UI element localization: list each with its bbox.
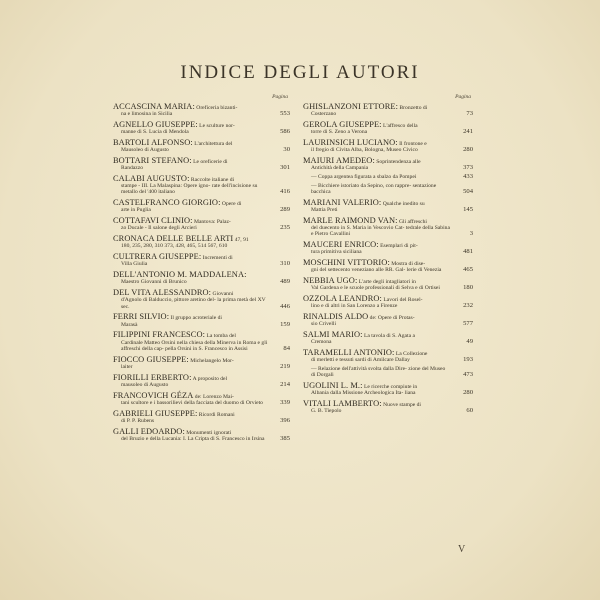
page-number: 84 <box>283 344 290 352</box>
entry-title-start: Nuove stampe di <box>381 402 421 408</box>
author-name: FILIPPINI FRANCESCO: <box>113 330 206 340</box>
entry-title-cont: lino e di altri in San Lorenzo a Firenze <box>311 303 398 310</box>
index-entry <box>113 252 290 267</box>
entry-head <box>113 198 290 207</box>
entry-head <box>303 258 473 267</box>
entry-head <box>113 373 290 382</box>
entry-head <box>113 234 290 243</box>
entry-title-cont: 180, 235, 280, 310 373, 428, 465, 514 567, 610 <box>121 243 228 250</box>
author-name: FERRI SILVIO: <box>113 312 170 322</box>
index-entry <box>113 373 290 388</box>
page-number: 553 <box>280 110 290 118</box>
entry-head <box>303 330 473 339</box>
pagina-label-right: Pagina <box>455 94 471 100</box>
entry-title-start: La tavola di S. Agata a <box>362 333 415 339</box>
page-number: 373 <box>463 164 473 172</box>
author-name: AGNELLO GIUSEPPE: <box>113 120 198 129</box>
index-subentry <box>303 183 473 195</box>
entry-head <box>113 270 290 279</box>
author-name: GEROLA GIUSEPPE: <box>303 120 382 129</box>
entry-title-start: Le sculture nor- <box>197 123 235 129</box>
entry-title-cont: del Bruzio e della Lucania: I. La Cripta di S. Francesco in Irsina <box>121 435 265 442</box>
entry-title-start: L'architettura del <box>192 141 233 147</box>
entry-title-cont: il fregio di Civita Alba, Bologna, Museo Civico <box>311 147 418 154</box>
subentry-text: — Relazione dell'attività svolta dalla Dire- zione del Museo di Dorgali <box>311 366 446 379</box>
entry-title-start: Incrementi di <box>201 255 233 262</box>
entry-title-start: Lavori del Rosel- <box>381 297 423 303</box>
entry-title-start: Mantova: Palaz- <box>192 219 231 226</box>
page-number: 289 <box>280 206 290 214</box>
index-entry <box>113 174 290 196</box>
entry-title-start: Monumenti ignorati <box>184 429 232 436</box>
entry-title-start: Esemplari di pit- <box>378 243 418 249</box>
author-name: MOSCHINI VITTORIO: <box>303 258 390 267</box>
entry-head <box>303 120 473 129</box>
entry-title-cont: Antichità della Campania <box>311 165 369 172</box>
entry-head <box>113 288 290 297</box>
author-name: CASTELFRANCO GIORGIO: <box>113 198 221 208</box>
left-column <box>113 94 290 445</box>
author-name: MARLE RAIMOND VAN: <box>303 215 398 225</box>
index-entry <box>303 102 473 117</box>
index-entry <box>303 276 473 291</box>
page-number: 193 <box>463 356 473 364</box>
page-number: 489 <box>280 278 290 286</box>
entry-title-cont: tani scultore e i bassorilievi della facciata del duomo di Orvieto <box>121 399 263 406</box>
entry-title-start: 47, 91 <box>233 237 249 244</box>
entry-title-start: Bronzetto di <box>398 105 428 111</box>
entry-title-cont: Mausoleo di Augusto <box>121 147 169 154</box>
entry-head <box>113 312 290 321</box>
entry-title-cont: Randazzo <box>121 165 144 172</box>
author-name: DELL'ANTONIO M. MADDALENA: <box>113 270 247 280</box>
index-entry <box>113 355 290 370</box>
entry-head <box>303 198 473 207</box>
author-name: BOTTARI STEFANO: <box>113 156 192 165</box>
entry-title-cont: torre di S. Zeno a Verona <box>311 129 368 136</box>
page-number: 339 <box>280 398 290 406</box>
index-subentry <box>303 366 473 378</box>
index-entry <box>113 409 290 424</box>
author-name: NEBBIA UGO: <box>303 276 358 285</box>
entry-head <box>303 312 473 321</box>
index-entry <box>113 270 290 285</box>
entry-head <box>113 252 290 261</box>
entry-title-cont: d'Agnolo di Balduccio, pittore aretino del- la prima metà del XV sec. <box>121 297 266 310</box>
index-entry <box>303 156 473 171</box>
index-entry <box>113 234 290 249</box>
author-name: GABRIELI GIUSEPPE: <box>113 408 198 418</box>
entry-title-cont: Marasà <box>121 321 138 328</box>
entry-title-start: L'arte degli intagliatori in <box>357 279 416 285</box>
index-entry <box>113 138 290 153</box>
page-number: 241 <box>463 128 473 136</box>
index-entry <box>113 216 290 231</box>
index-entry <box>113 330 290 352</box>
index-entry <box>113 198 290 213</box>
entry-title-start: de: Opere di Protas- <box>368 315 415 321</box>
page-title: INDICE DEGLI AUTORI <box>180 62 420 83</box>
author-name: CALABI AUGUSTO: <box>113 174 190 183</box>
entry-title-start: Soprintendenza alle <box>374 159 421 165</box>
entry-title-start: Oreficeria bizanti- <box>194 105 238 111</box>
entry-head <box>113 102 290 111</box>
entry-title-start: de: Lorenzo Mai- <box>193 393 234 400</box>
entry-title-cont: tura primitiva siciliana <box>311 249 362 256</box>
entry-title-start: Opere di <box>220 201 242 208</box>
entry-head <box>303 102 473 111</box>
author-name: SALMI MARIO: <box>303 330 363 339</box>
author-name: UGOLINI L. M.: <box>303 381 363 390</box>
page-number: 396 <box>280 416 290 424</box>
entry-title-cont: Mattia Preti <box>311 207 338 213</box>
author-name: FRANCOVICH GÉZA <box>113 390 194 400</box>
entry-head <box>303 348 473 357</box>
entry-title-cont: Albania dalla Missione Archeologica Ita- liana <box>311 390 416 397</box>
index-subentry <box>303 174 473 180</box>
index-entry <box>303 198 473 213</box>
entry-title-cont: na e limosina in Sicilia <box>121 111 173 118</box>
entry-title-cont: Val Gardena e le scuole professionali di Selva e di Ortisei <box>311 285 440 292</box>
page-number: 235 <box>280 224 290 232</box>
entry-head <box>113 156 290 165</box>
entry-title-start: Le ricerche compiute in <box>362 384 418 390</box>
page-number: 145 <box>463 206 473 213</box>
entry-head <box>303 399 473 408</box>
author-name: GHISLANZONI ETTORE: <box>303 102 399 111</box>
entry-title-cont: zo Ducale - Il salone degli Arcieri <box>121 225 197 232</box>
entry-title-start: Michelangelo Mor- <box>188 357 234 364</box>
entry-head <box>113 355 290 364</box>
entry-head <box>113 427 290 436</box>
page-number: 504 <box>463 188 473 195</box>
index-entry <box>303 120 473 135</box>
right-entry-list <box>303 102 473 414</box>
index-entry <box>113 156 290 171</box>
subentry-text: — Coppa argentea figurata a sbalzo da Pompei <box>311 174 417 180</box>
index-entry <box>303 312 473 327</box>
page-number: 577 <box>463 320 473 328</box>
entry-title-start: La Collezione <box>394 351 428 357</box>
author-name: COTTAFAVI CLINIO: <box>113 216 193 226</box>
author-name: VITALI LAMBERTO: <box>303 399 382 408</box>
index-entry <box>113 288 290 310</box>
entry-head <box>113 216 290 225</box>
entry-title-cont: sio Crivelli <box>311 321 337 328</box>
entry-title-cont: Cremona <box>311 339 332 346</box>
entry-title-cont: Maestro Giovanni di Brunico <box>121 279 187 286</box>
page-number: 3 <box>469 230 473 238</box>
index-entry <box>303 348 473 363</box>
entry-title-cont: Cardinale Matteo Orsini nella chiesa della Minerva in Roma e gli affreschi della cap- pella Orsini in S. Francesco in Assisi <box>121 339 268 352</box>
page-number: 586 <box>280 128 290 136</box>
pagina-label-left: Pagina <box>272 94 288 100</box>
entry-head <box>113 138 290 147</box>
author-name: CULTRERA GIUSEPPE: <box>113 252 202 262</box>
page-number: 385 <box>280 434 290 442</box>
entry-head <box>303 381 473 390</box>
index-entry <box>303 330 473 345</box>
entry-title-start: Il gruppo acroteriale di <box>169 315 222 322</box>
entry-title-start: La tomba del <box>205 333 236 340</box>
index-entry <box>303 216 473 238</box>
author-name: DEL VITA ALESSANDRO: <box>113 288 212 298</box>
entry-head <box>113 409 290 418</box>
entry-title-start: Gli affreschi <box>397 218 427 225</box>
author-name: OZZOLA LEANDRO: <box>303 294 382 303</box>
entry-head <box>113 391 290 400</box>
index-entry <box>113 102 290 117</box>
entry-title-cont: di P. P. Rubens <box>121 417 155 424</box>
entry-title-cont: lаiter <box>121 363 133 370</box>
entry-title-cont: mausoleo di Augusto <box>121 381 169 388</box>
entry-title-cont: manne di S. Lucia di Mendola <box>121 129 189 136</box>
entry-title-start: Le oreficerie di <box>191 159 228 165</box>
entry-head <box>113 174 290 183</box>
entry-title-start: Ricordi Romani <box>197 411 235 418</box>
entry-title-cont: stampe - III. La Malaspina: Opere igno- rate dell'incisione su metallo del '400 italiano <box>121 183 258 196</box>
entry-title-start: A proposito del <box>191 375 228 382</box>
page-number: 280 <box>463 146 473 154</box>
index-entry <box>303 294 473 309</box>
author-name: FIORILLI ERBERTO: <box>113 372 192 382</box>
index-entry <box>113 427 290 442</box>
index-entry <box>303 240 473 255</box>
entry-title-cont: del duecento in S. Maria in Vescovio Cat- tedrale della Sabina e Pietro Cavallini <box>311 225 450 238</box>
entry-title-start: Raccolte italiane di <box>189 177 235 183</box>
author-name: FIOCCO GIUSEPPE: <box>113 354 189 364</box>
page-number: 310 <box>280 260 290 268</box>
page-number: 301 <box>280 164 290 172</box>
author-name: CRONACA DELLE BELLE ARTI <box>113 234 234 244</box>
index-entry <box>303 381 473 396</box>
page-number: 433 <box>463 173 473 180</box>
entry-title-cont: arte in Puglia <box>121 207 151 214</box>
index-entry <box>113 120 290 135</box>
author-name: TARAMELLI ANTONIO: <box>303 348 395 357</box>
entry-head <box>113 120 290 129</box>
right-column <box>303 94 473 417</box>
index-entry <box>113 391 290 406</box>
page-number: 159 <box>280 320 290 328</box>
entry-title-cont: G. B. Tiepolo <box>311 408 342 415</box>
entry-head <box>113 330 290 339</box>
page-number: 465 <box>463 266 473 274</box>
page-number: 49 <box>466 338 473 346</box>
entry-title-cont: Costerzano <box>311 111 337 118</box>
page-number: 219 <box>280 362 290 370</box>
entry-title-cont: gni del settecento veneziano alle RR. Gal- lerie di Venezia <box>311 267 442 274</box>
author-name: LAURINSICH LUCIANO: <box>303 138 398 147</box>
entry-head <box>303 276 473 285</box>
page-number: 180 <box>463 284 473 292</box>
entry-title-start: Giovanni <box>211 291 234 298</box>
author-name: RINALDIS ALDO <box>303 312 369 321</box>
index-entry <box>303 138 473 153</box>
page-folio: V <box>458 544 466 555</box>
entry-head <box>303 138 473 147</box>
entry-head <box>303 156 473 165</box>
author-name: MARIANI VALERIO: <box>303 197 382 207</box>
entry-head <box>303 240 473 249</box>
entry-title-start: Mostra di dise- <box>389 261 426 267</box>
entry-title-cont: di merletti e tessuti sardi di Amilcare Dallay <box>311 357 410 364</box>
author-name: BARTOLI ALFONSO: <box>113 138 193 147</box>
index-entry <box>303 258 473 273</box>
entry-title-start: Il frontone e <box>397 141 427 147</box>
author-name: MAIURI AMEDEO: <box>303 156 375 165</box>
page-number: 473 <box>463 371 473 379</box>
page-number: 73 <box>466 110 473 118</box>
page-number: 214 <box>280 380 290 388</box>
page-number: 232 <box>463 302 473 310</box>
entry-title-start: L'affresco della <box>381 123 418 129</box>
entry-head <box>303 294 473 303</box>
entry-title-cont: Villa Giulia <box>121 261 148 268</box>
subentry-text: — Bicchiere istoriato da Sepino, con rappre- sentazione bacchica <box>311 182 437 195</box>
page-number: 60 <box>466 407 473 415</box>
author-name: MAUCERI ENRICO: <box>303 240 379 249</box>
page-number: 481 <box>463 248 473 256</box>
index-entry <box>113 312 290 327</box>
left-entry-list <box>113 102 290 442</box>
page-number: 446 <box>280 302 290 310</box>
entry-head <box>303 216 473 225</box>
index-entry <box>303 399 473 414</box>
author-name: GALLI EDOARDO: <box>113 426 185 436</box>
page-number: 280 <box>463 389 473 397</box>
author-name: ACCASCINA MARIA: <box>113 102 195 111</box>
entry-title-start: Qualche inedito su <box>381 200 425 207</box>
page-number: 30 <box>283 146 290 154</box>
page-number: 416 <box>280 188 290 196</box>
